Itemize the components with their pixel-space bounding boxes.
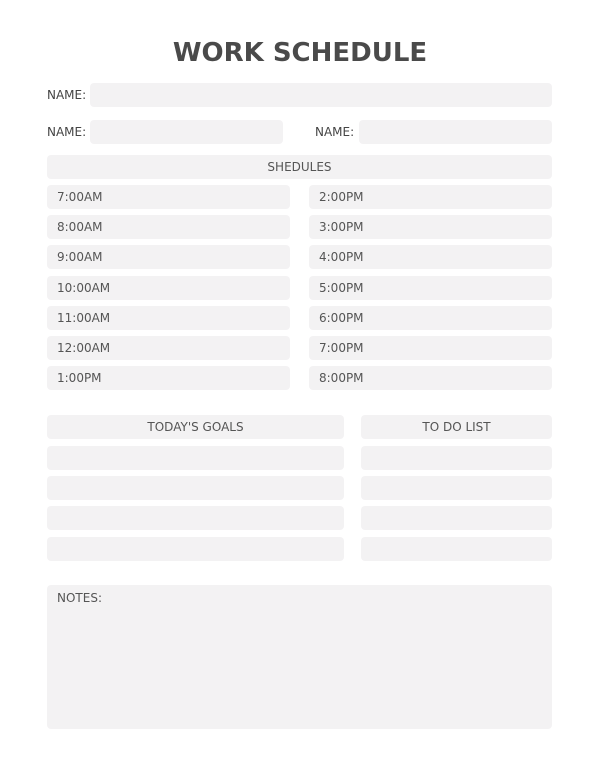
time-slot[interactable]: 5:00PM <box>309 276 552 300</box>
time-slot[interactable]: 12:00AM <box>47 336 290 360</box>
todo-field[interactable] <box>361 506 552 530</box>
time-slot[interactable]: 4:00PM <box>309 245 552 269</box>
name-field-top[interactable] <box>90 83 552 107</box>
name-field-right[interactable] <box>359 120 552 144</box>
time-slot[interactable]: 2:00PM <box>309 185 552 209</box>
goal-field[interactable] <box>47 476 344 500</box>
time-slot[interactable]: 9:00AM <box>47 245 290 269</box>
name-label-top: NAME: <box>47 88 87 102</box>
time-slot[interactable]: 7:00AM <box>47 185 290 209</box>
time-slot[interactable]: 10:00AM <box>47 276 290 300</box>
time-slot[interactable]: 8:00AM <box>47 215 290 239</box>
time-slot[interactable]: 6:00PM <box>309 306 552 330</box>
goal-field[interactable] <box>47 506 344 530</box>
schedules-header: SHEDULES <box>47 155 552 179</box>
todo-field[interactable] <box>361 446 552 470</box>
goal-field[interactable] <box>47 446 344 470</box>
time-slot[interactable]: 8:00PM <box>309 366 552 390</box>
todo-header: TO DO LIST <box>361 415 552 439</box>
notes-area[interactable] <box>47 585 552 729</box>
todo-field[interactable] <box>361 537 552 561</box>
notes-label: NOTES: <box>57 591 102 605</box>
time-slot[interactable]: 1:00PM <box>47 366 290 390</box>
time-slot[interactable]: 7:00PM <box>309 336 552 360</box>
todo-field[interactable] <box>361 476 552 500</box>
time-slot[interactable]: 3:00PM <box>309 215 552 239</box>
time-slot[interactable]: 11:00AM <box>47 306 290 330</box>
page-title: WORK SCHEDULE <box>172 38 428 68</box>
name-label-left: NAME: <box>47 125 87 139</box>
name-label-right: NAME: <box>315 125 355 139</box>
name-field-left[interactable] <box>90 120 283 144</box>
goals-header: TODAY'S GOALS <box>47 415 344 439</box>
goal-field[interactable] <box>47 537 344 561</box>
